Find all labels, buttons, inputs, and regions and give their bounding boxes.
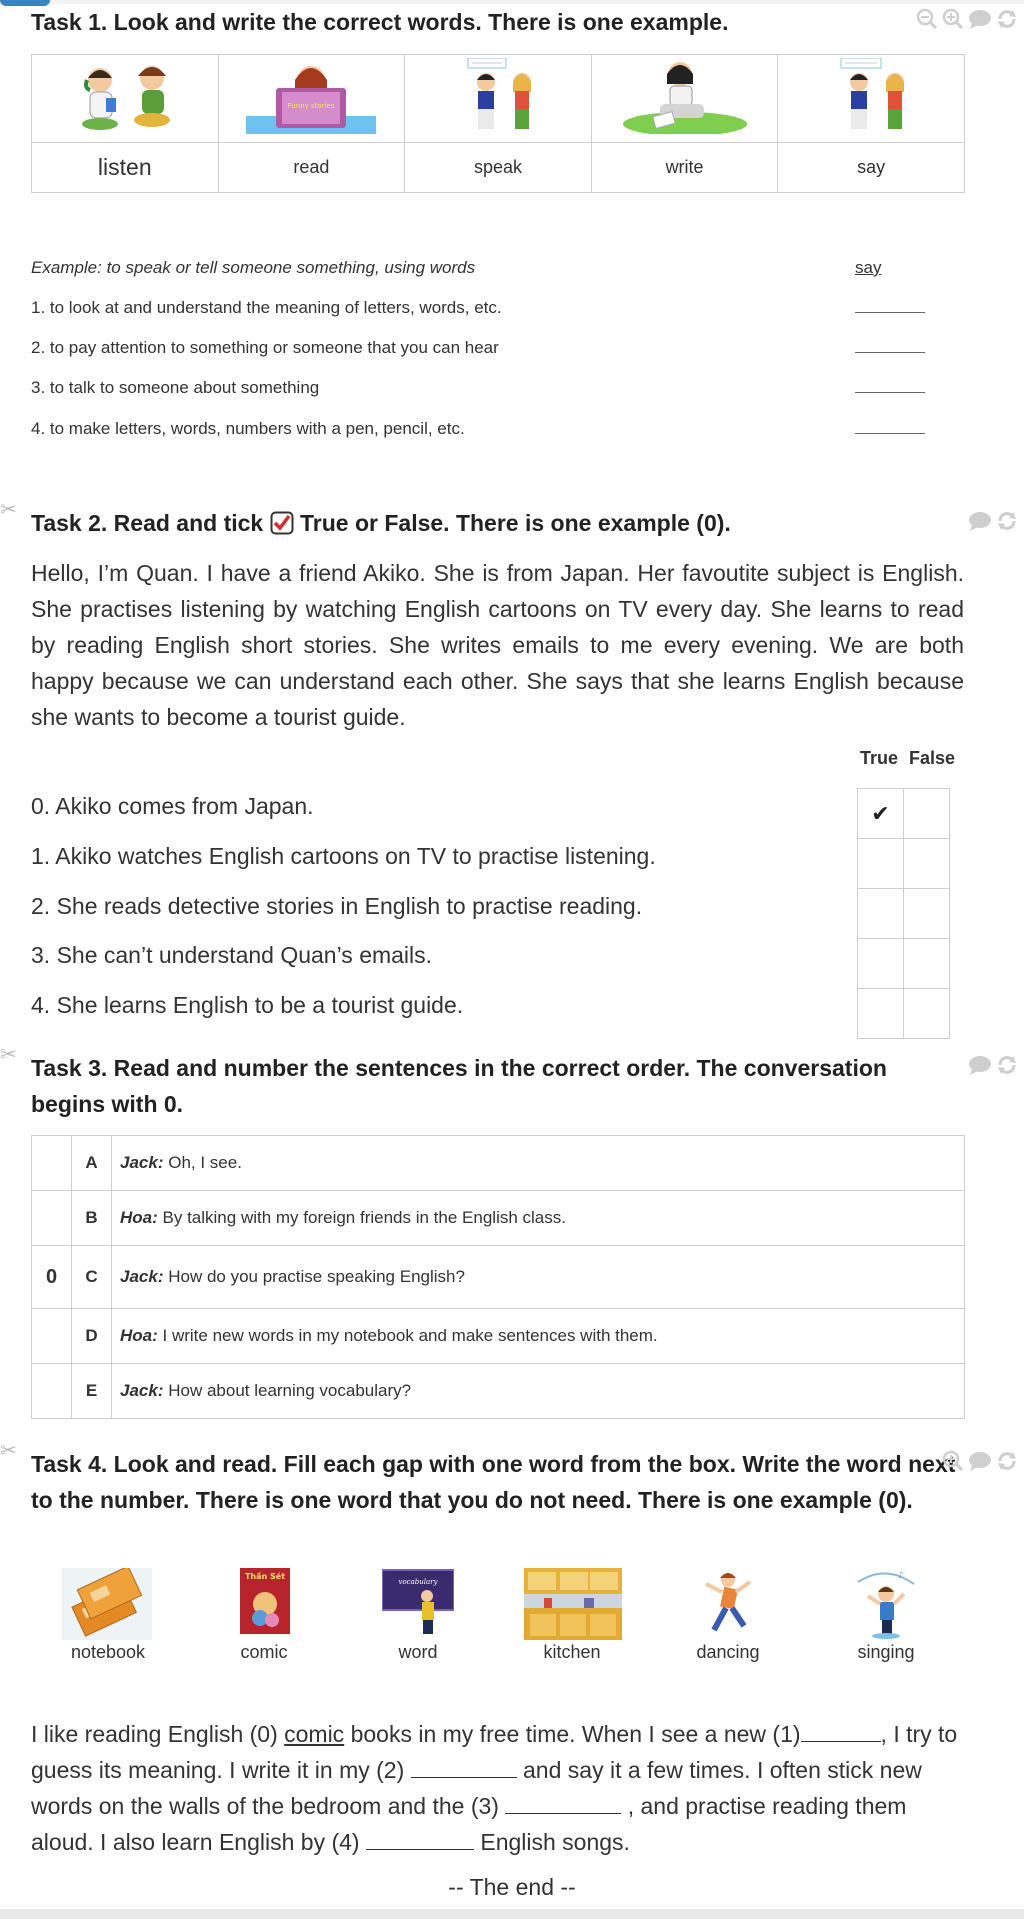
story-text: English songs.: [473, 1829, 630, 1855]
task3-title: Task 3. Read and number the sentences in the correct order. The conversation begins with 0.: [31, 1055, 887, 1117]
speaker: Jack:: [120, 1381, 164, 1400]
refresh-icon[interactable]: [996, 8, 1018, 30]
word-cell: speak: [405, 143, 592, 193]
refresh-icon[interactable]: [996, 1054, 1018, 1076]
answer-blank[interactable]: [855, 379, 925, 393]
true-checkbox[interactable]: [858, 939, 904, 989]
picture-write: [591, 55, 778, 143]
sentence-text: [112, 1191, 965, 1246]
true-checkbox[interactable]: [858, 989, 904, 1039]
kitchen-picture: [524, 1568, 622, 1640]
statement-1: 1. Akiko watches English cartoons on TV to practise listening.: [31, 843, 656, 869]
gap-3-blank[interactable]: [505, 1792, 621, 1814]
sentence-letter: B: [72, 1191, 112, 1246]
comic-cover-text: Thần Sét: [244, 1572, 286, 1581]
picture-read: [218, 55, 405, 143]
book-cover-text: Funny stories: [287, 102, 335, 110]
say-picture: [811, 58, 931, 134]
order-number-cell[interactable]: 0: [32, 1246, 72, 1309]
box-word: dancing: [696, 1642, 760, 1662]
order-number-cell[interactable]: [32, 1309, 72, 1364]
gap-fill-story: [31, 1716, 971, 1860]
dancing-picture: [700, 1568, 756, 1640]
comment-icon[interactable]: [968, 510, 992, 532]
task4-title: Task 4. Look and read. Fill each gap with one word from the box. Write the word next to the number. There is one word that you do not need. There is one example (0).: [31, 1451, 956, 1513]
statement-0: 0. Akiko comes from Japan.: [31, 793, 314, 819]
scissors-icon: ✂: [0, 1440, 17, 1462]
definition-row: [31, 378, 931, 398]
false-checkbox[interactable]: [904, 789, 950, 839]
order-number-cell[interactable]: [32, 1136, 72, 1191]
box-word: notebook: [70, 1642, 146, 1662]
statement-4: 4. She learns English to be a tourist guide.: [31, 992, 464, 1018]
task2-title-end: True or False. There is one example (0).: [300, 510, 731, 536]
box-word: kitchen: [543, 1642, 601, 1662]
story-text: books in my free time. When I see a new (1): [344, 1721, 801, 1747]
scissors-icon: ✂: [0, 499, 17, 521]
false-checkbox[interactable]: [904, 939, 950, 989]
definition-text: 1. to look at and understand the meaning of letters, words, etc.: [31, 298, 502, 317]
comic-picture: [240, 1568, 290, 1634]
statement-3: 3. She can’t understand Quan’s emails.: [31, 942, 433, 968]
false-checkbox[interactable]: [904, 839, 950, 889]
task2-title: [31, 505, 731, 541]
line: Oh, I see.: [168, 1153, 242, 1172]
sentence-text: [112, 1364, 965, 1419]
task1-tools: [916, 8, 1018, 30]
true-checkbox[interactable]: [858, 839, 904, 889]
answer-blank[interactable]: [855, 420, 925, 434]
bottom-bar: [0, 1909, 1024, 1919]
sentence-letter: D: [72, 1309, 112, 1364]
conversation-table: [31, 1135, 965, 1419]
example-text: Example: to speak or tell someone something, using words: [31, 258, 476, 277]
singing-picture: [852, 1568, 918, 1640]
read-picture: [246, 58, 376, 134]
line: How do you practise speaking English?: [168, 1267, 465, 1286]
task2-title-start: Task 2. Read and tick: [31, 510, 264, 536]
gap-4-blank[interactable]: [366, 1828, 474, 1850]
false-label: False: [909, 748, 956, 768]
order-number-cell[interactable]: [32, 1191, 72, 1246]
line: I write new words in my notebook and make sentences with them.: [162, 1326, 658, 1345]
write-picture: [620, 58, 750, 134]
speaker: Jack:: [120, 1153, 164, 1172]
word-picture: [382, 1568, 454, 1634]
answer-blank[interactable]: [855, 339, 925, 353]
svg-text:♪: ♪: [898, 1571, 904, 1581]
picture-say: [778, 55, 965, 143]
gap-2-blank[interactable]: [411, 1756, 517, 1778]
definition-text: 4. to make letters, words, numbers with a pen, pencil, etc.: [31, 419, 465, 438]
line: How about learning vocabulary?: [168, 1381, 412, 1400]
gap-1-blank[interactable]: [801, 1720, 881, 1742]
definition-row: [31, 419, 931, 439]
box-word: singing: [857, 1642, 915, 1662]
true-label: True: [860, 748, 899, 768]
speaker: Hoa:: [120, 1208, 158, 1227]
example-answer: say: [855, 258, 882, 277]
listen-picture: [70, 58, 180, 134]
sentence-text: [112, 1136, 965, 1191]
board-text: vocabulary: [398, 1578, 438, 1586]
sentence-text: [112, 1246, 965, 1309]
zoom-out-icon[interactable]: [916, 8, 938, 30]
word-cell: say: [778, 143, 965, 193]
speak-picture: [438, 58, 558, 134]
zoom-in-icon[interactable]: [942, 1450, 964, 1472]
false-checkbox[interactable]: [904, 889, 950, 939]
sentence-letter: A: [72, 1136, 112, 1191]
speaker: Jack:: [120, 1267, 164, 1286]
word-cell: write: [591, 143, 778, 193]
definition-text: 3. to talk to someone about something: [31, 378, 320, 397]
word-cell: listen: [32, 143, 219, 193]
sentence-text: [112, 1309, 965, 1364]
story-text: , I try to guess its meaning. I write it in my (2): [31, 1721, 958, 1783]
sentence-letter: C: [72, 1246, 112, 1309]
refresh-icon[interactable]: [996, 1450, 1018, 1472]
speaker: Hoa:: [120, 1326, 158, 1345]
story-text: I like reading English (0): [31, 1721, 285, 1747]
task1-picture-table: [31, 54, 965, 193]
comment-icon[interactable]: [968, 1054, 992, 1076]
box-word: word: [398, 1642, 438, 1662]
false-checkbox[interactable]: [904, 989, 950, 1039]
story-text: and say it a few times. I often stick new words on the walls of the bedroom and the (3): [31, 1757, 922, 1819]
picture-speak: [405, 55, 592, 143]
task1-title: Task 1. Look and write the correct words. There is one example.: [31, 9, 729, 35]
picture-listen: [32, 55, 219, 143]
true-checkbox[interactable]: ✔: [858, 789, 904, 839]
true-false-header: [860, 748, 955, 769]
line: By talking with my foreign friends in the English class.: [162, 1208, 566, 1227]
reading-passage: Hello, I’m Quan. I have a friend Akiko. She is from Japan. Her favoutite subject is English. She practises listening by watching English cartoons on TV every day. She learns to read by reading English short stories. She writes emails to me every evening. We are both happy because we can understand each other. She says that she learns English because she wants to become a tourist guide.: [31, 560, 964, 730]
statement-2: 2. She reads detective stories in English to practise reading.: [31, 893, 643, 919]
box-word: comic: [240, 1642, 288, 1662]
true-checkbox[interactable]: [858, 889, 904, 939]
order-number-cell[interactable]: [32, 1364, 72, 1419]
notebook-picture: [62, 1568, 152, 1640]
sentence-letter: E: [72, 1364, 112, 1419]
zoom-in-icon[interactable]: [942, 8, 964, 30]
story-text: , and practise reading them aloud. I also learn English by (4): [31, 1793, 907, 1855]
task2-tools: [968, 510, 1018, 532]
comment-icon[interactable]: [968, 1450, 992, 1472]
definition-row: [31, 298, 931, 318]
comment-icon[interactable]: [968, 8, 992, 30]
tick-box-icon: [270, 511, 294, 535]
definition-text: 2. to pay attention to something or someone that you can hear: [31, 338, 499, 357]
answer-blank[interactable]: [855, 299, 925, 313]
example-word: comic: [284, 1721, 345, 1747]
task3-tools: [968, 1054, 1018, 1076]
task4-tools: [942, 1450, 1018, 1472]
definition-row: [31, 338, 931, 358]
true-false-grid: [857, 788, 950, 1039]
scissors-icon: ✂: [0, 1044, 17, 1066]
the-end: -- The end --: [448, 1874, 576, 1900]
example-definition: [31, 258, 931, 278]
word-cell: read: [218, 143, 405, 193]
refresh-icon[interactable]: [996, 510, 1018, 532]
